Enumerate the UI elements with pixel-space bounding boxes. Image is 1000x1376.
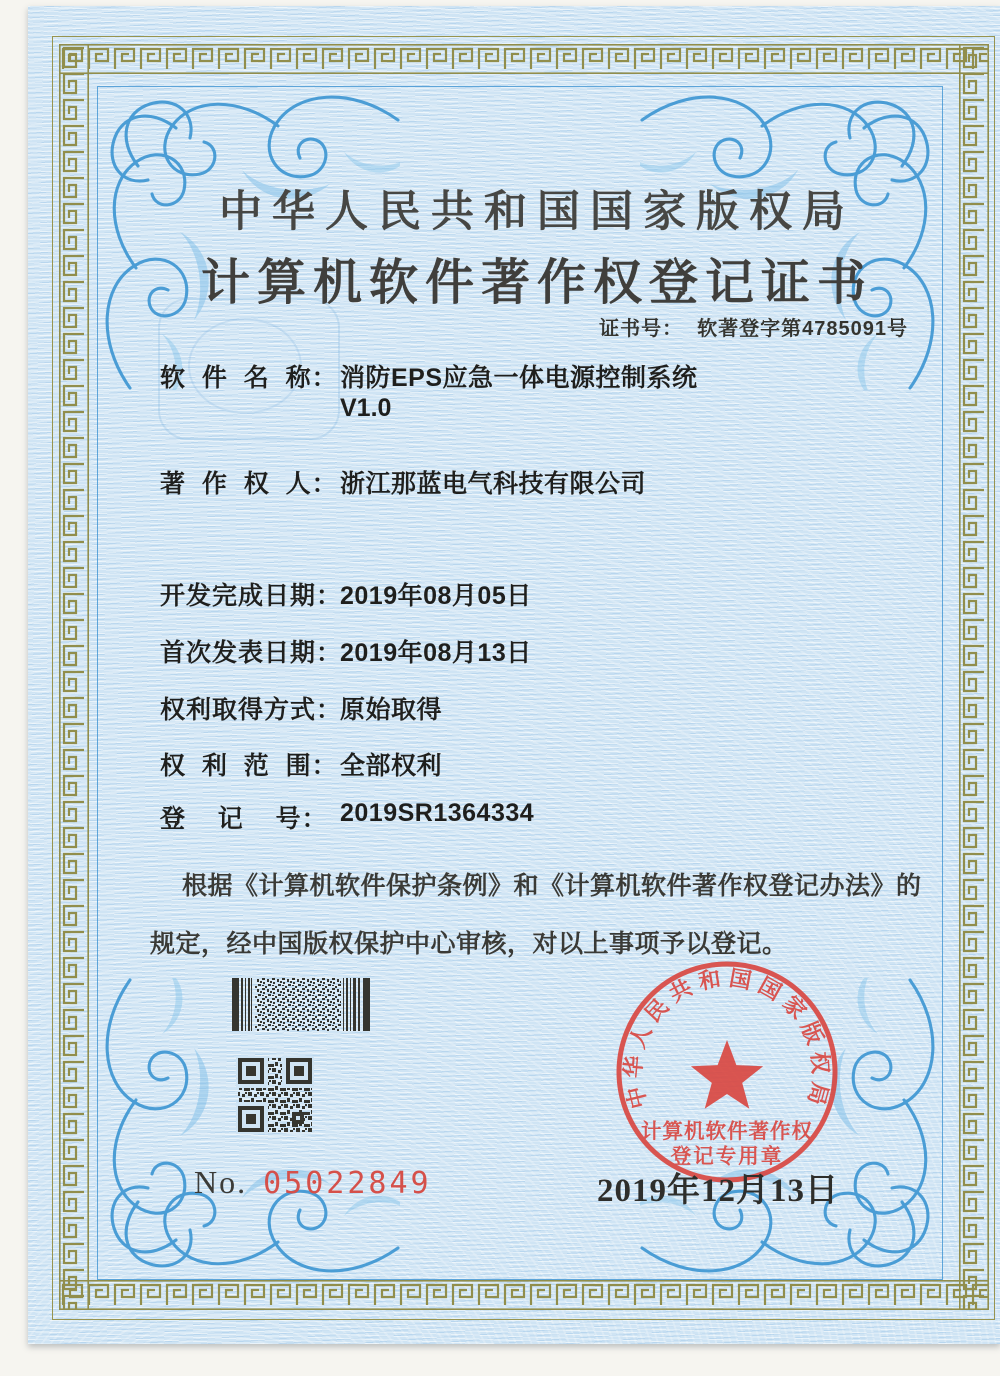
certificate-title: 计算机软件著作权登记证书 [200, 255, 873, 310]
statement-line-2: 规定，经中国版权保护中心审核，对以上事项予以登记。 [150, 930, 788, 958]
registration-date: 2019年12月13日 [597, 1173, 839, 1209]
official-seal [611, 956, 843, 1188]
certificate-number-label: 证书号： [599, 318, 684, 340]
serial-number-line [194, 1164, 432, 1201]
meander-border-top [59, 44, 989, 74]
field-value: 全部权利 [340, 752, 443, 780]
field-value: 消防EPS应急一体电源控制系统 [340, 364, 698, 392]
seal-ring-text: 中华人民共和国国家版权局 [620, 965, 834, 1114]
serial-number-value: 05022849 [263, 1166, 432, 1201]
qr-code-icon [236, 1056, 314, 1134]
field-label: 登 记 号： [160, 805, 328, 833]
pdf417-barcode-icon [232, 978, 370, 1031]
field-value-version: V1.0 [340, 394, 392, 422]
field-label: 首次发表日期： [160, 639, 343, 667]
field-label: 开发完成日期： [160, 582, 343, 610]
statement-line-1: 根据《计算机软件保护条例》和《计算机软件著作权登记办法》的 [182, 872, 922, 900]
red-star-icon [691, 1040, 763, 1109]
field-label: 权利取得方式： [160, 696, 343, 724]
seal-text-line-1: 计算机软件著作权 [641, 1120, 813, 1143]
authority-title: 中华人民共和国国家版权局 [219, 189, 855, 236]
field-value: 原始取得 [340, 696, 443, 724]
field-value: 2019SR1364334 [340, 799, 535, 827]
field-value: 2019年08月13日 [340, 639, 532, 667]
field-label: 软 件 名 称： [160, 364, 338, 392]
certificate-number-value: 软著登字第4785091号 [697, 318, 908, 340]
field-label: 著 作 权 人： [160, 470, 338, 498]
corner-flourish-top-right [640, 90, 940, 390]
meander-border-bottom [59, 1280, 989, 1310]
serial-number-label: No. [194, 1164, 248, 1200]
field-label: 权 利 范 围： [160, 752, 338, 780]
field-value: 2019年08月05日 [340, 582, 532, 610]
certificate-page [28, 6, 1000, 1344]
field-value: 浙江那蓝电气科技有限公司 [340, 470, 647, 498]
certificate-number-line [599, 312, 908, 341]
seal-text-line-2: 登记专用章 [670, 1145, 784, 1168]
